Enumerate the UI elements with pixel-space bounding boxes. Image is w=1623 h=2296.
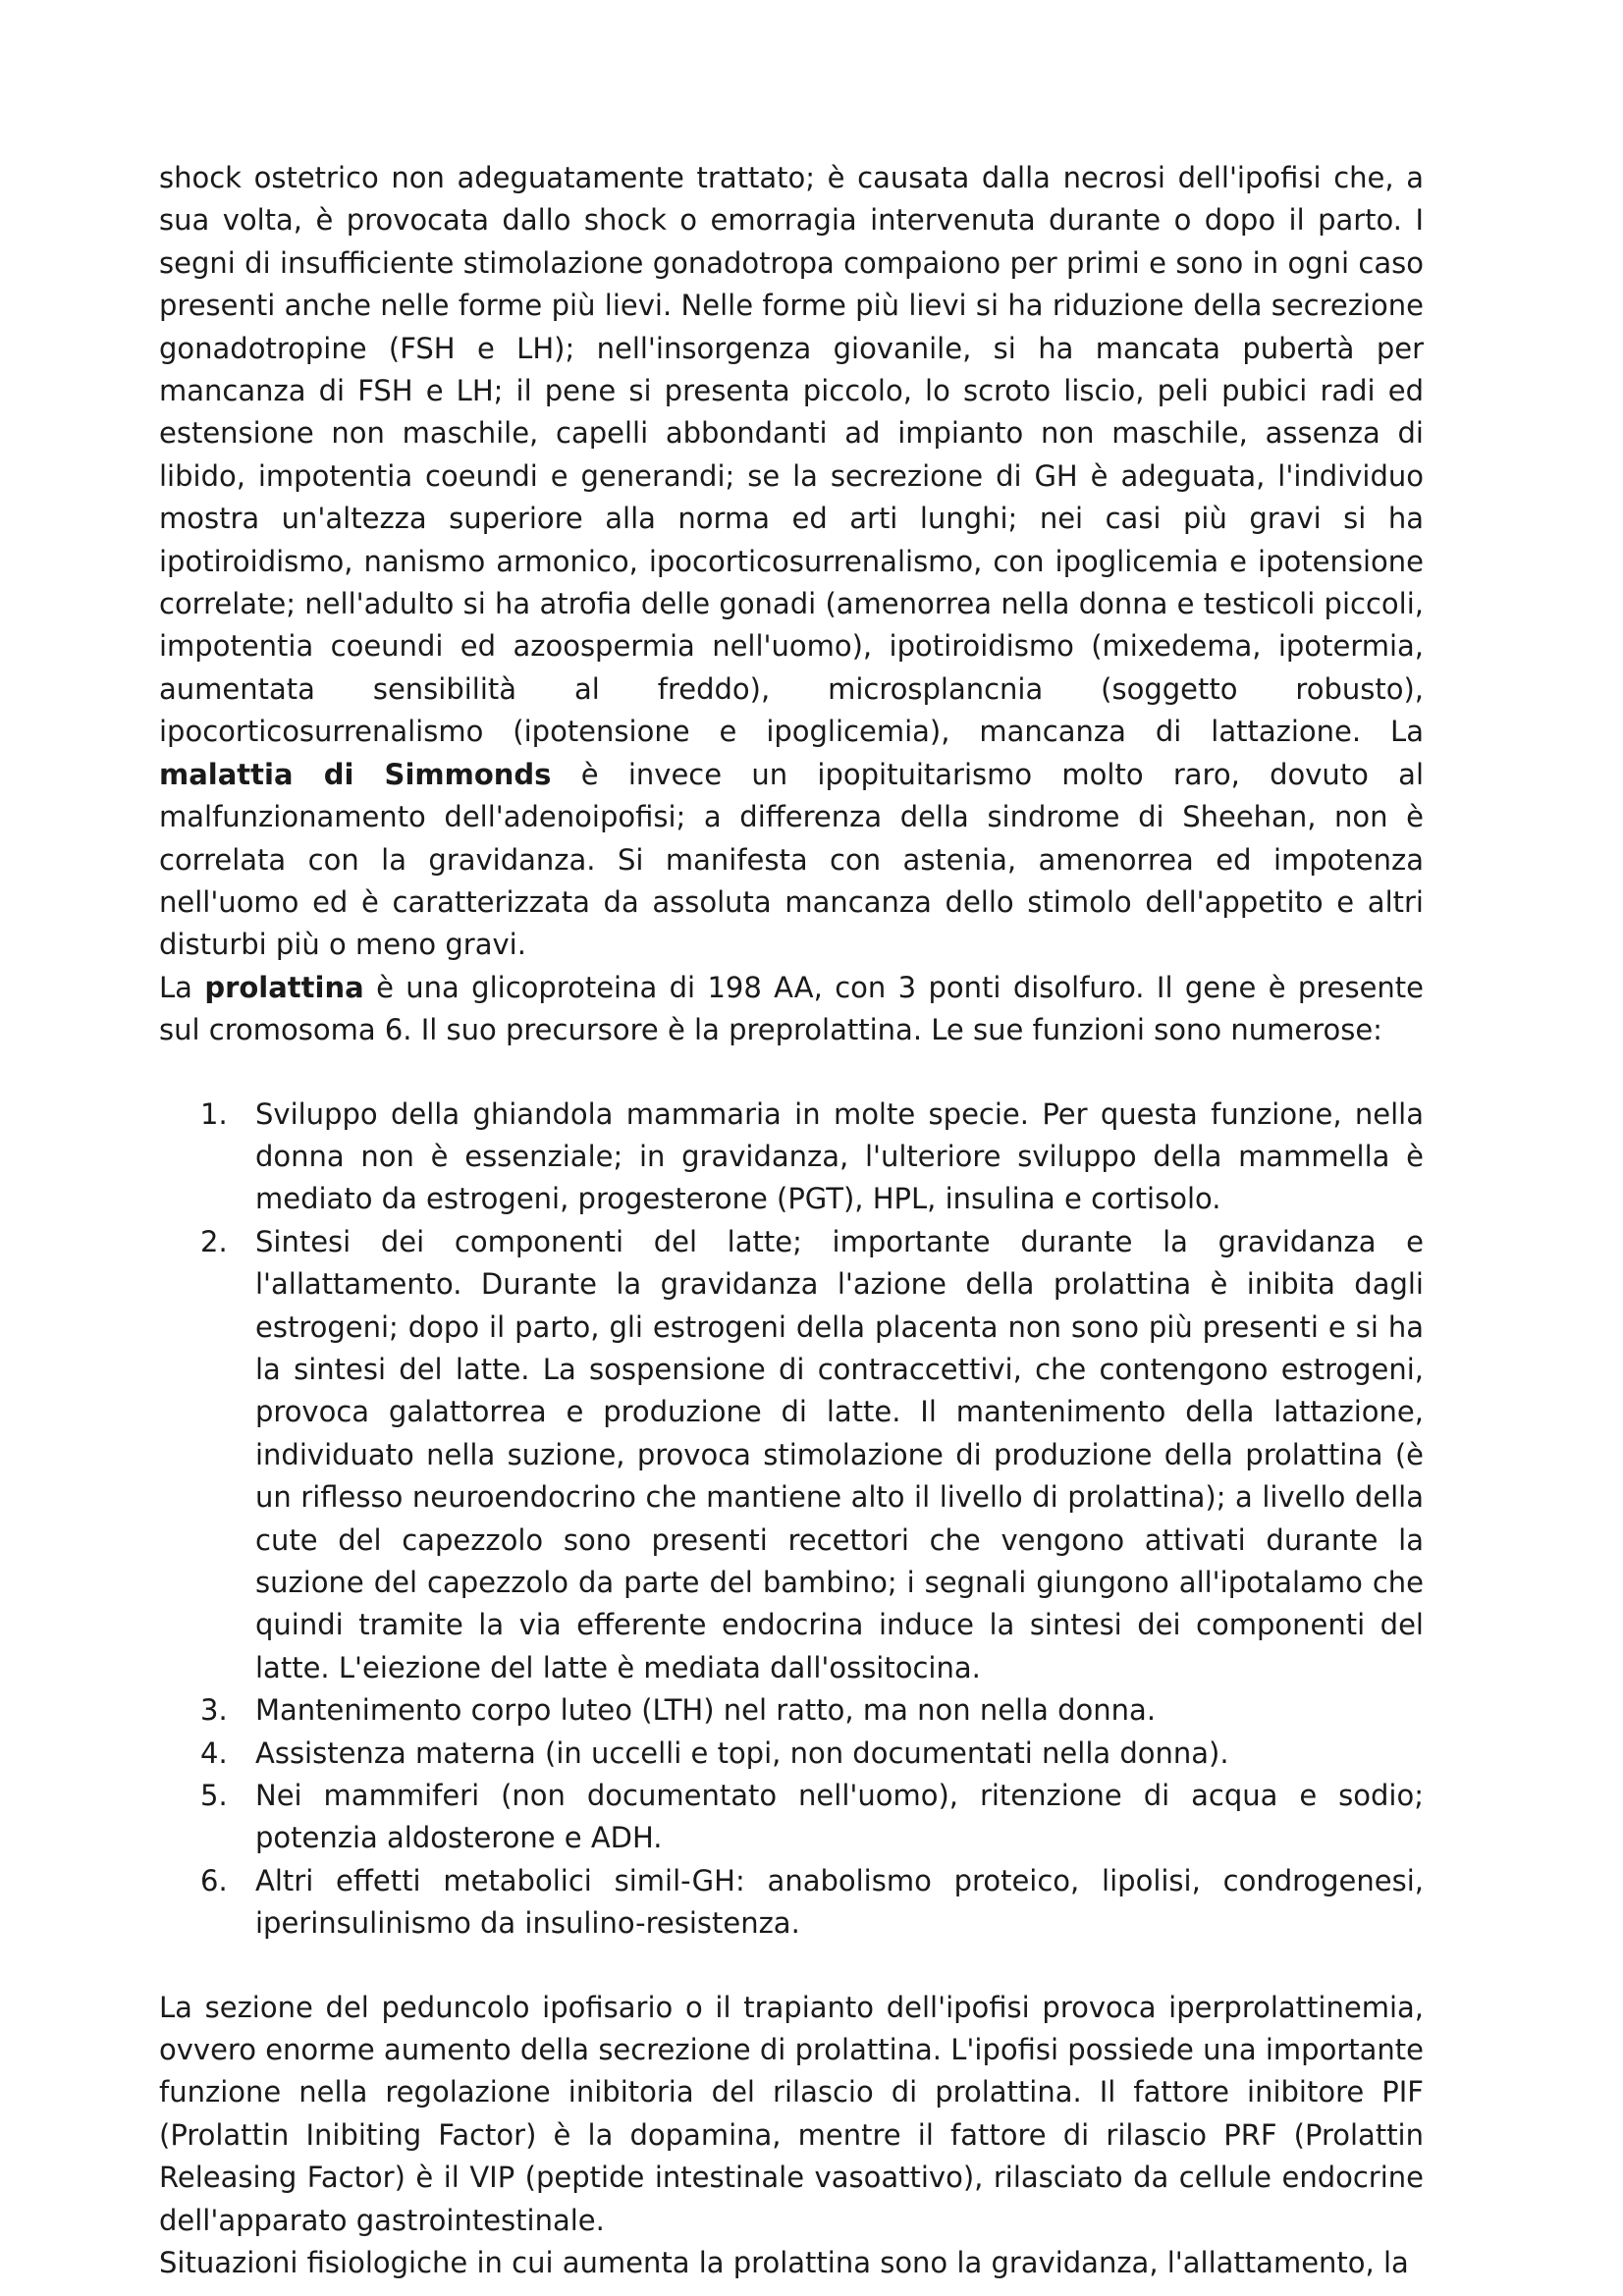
paragraph-simmonds-text: è invece un ipopituitarismo molto raro, dovuto al malfunzionamento dell'adenoipofisi; a differenza della sindrome di Sheehan, non è correlata con la gravidanza. Si manifesta con astenia, amenorrea ed impotenza nell'uomo ed è caratterizzata da assoluta mancanza dello stimolo dell'appetito e altri disturbi più o meno gravi. — [159, 757, 1424, 962]
list-item — [159, 1094, 1424, 1221]
prolattina-functions-list — [159, 1094, 1424, 1946]
paragraph-situazioni-fisiologiche: Situazioni fisiologiche in cui aumenta la prolattina sono la gravidanza, l'allattamento, la — [159, 2246, 1409, 2280]
list-item-number: 4. — [200, 1735, 228, 1770]
list-item-text: Sviluppo della ghiandola mammaria in molte specie. Per questa funzione, nella donna non è essenziale; in gravidanza, l'ulteriore sviluppo della mammella è mediato da estrogeni, progesterone (PGT), HPL, insulina e cortisolo. — [255, 1096, 1424, 1216]
list-item — [159, 1733, 1424, 1775]
list-item-number: 2. — [200, 1224, 228, 1258]
list-item-text: Mantenimento corpo luteo (LTH) nel ratto, ma non nella donna. — [255, 1693, 1157, 1728]
paragraph-prolattina-text: è una glicoproteina di 198 AA, con 3 ponti disolfuro. Il gene è presente sul cromosoma 6. Il suo precursore è la preprolattina. Le sue funzioni sono numerose: — [159, 970, 1425, 1047]
paragraph-sheehan-text: shock ostetrico non adeguatamente trattato; è causata dalla necrosi dell'ipofisi che, a sua volta, è provocata dallo shock o emorragia intervenuta durante o dopo il parto. I segni di insufficiente stimolazione gonadotropa compaiono per primi e sono in ogni caso presenti anche nelle forme più lievi. Nelle forme più lievi si ha riduzione della secrezione gonadotropine (FSH e LH); nell'insorgenza giovanile, si ha mancata pubertà per mancanza di FSH e LH; il pene si presenta piccolo, lo scroto liscio, peli pubici radi ed estensione non maschile, capelli abbondanti ad impianto non maschile, assenza di libido, impotentia coeundi e generandi; se la secrezione di GH è adeguata, l'individuo mostra un'altezza superiore alla norma ed arti lunghi; nei casi più gravi si ha ipotiroidismo, nanismo armonico, ipocorticosurrenalismo, con ipoglicemia e ipotensione correlate; nell'adulto si ha atrofia delle gonadi (amenorrea nella donna e testicoli piccoli, impotentia coeundi ed azoospermia nell'uomo), ipotiroidismo (mixedema, ipotermia, aumentata sensibilità al freddo), microsplancnia (soggetto robusto), ipocorticosurrenalismo (ipotensione e ipoglicemia), mancanza di lattazione. La — [159, 161, 1424, 749]
list-item-text: Assistenza materna (in uccelli e topi, non documentati nella donna). — [255, 1735, 1229, 1770]
paragraph-peduncolo: La sezione del peduncolo ipofisario o il trapianto dell'ipofisi provoca iperprolattinemia, ovvero enorme aumento della secrezione di prolattina. L'ipofisi possiede una importante funzione nella regolazione inibitoria del rilascio di prolattina. Il fattore inibitore PIF (Prolattin Inibiting Factor) è la dopamina, mentre il fattore di rilascio PRF (Prolattin Releasing Factor) è il VIP (peptide intestinale vasoattivo), rilasciato da cellule endocrine dell'apparato gastrointestinale. — [159, 1990, 1424, 2237]
term-malattia-di-simmonds: malattia di Simmonds — [159, 757, 552, 791]
paragraph-prolattina-lead: La — [159, 970, 192, 1004]
list-item — [159, 1775, 1424, 1860]
paragraph-sheehan — [159, 157, 1424, 967]
paragraph-prolattina — [159, 967, 1424, 1052]
list-item — [159, 1689, 1424, 1732]
list-item-number: 5. — [200, 1779, 228, 1813]
list-item-number: 1. — [200, 1096, 228, 1131]
term-prolattina: prolattina — [204, 970, 364, 1004]
list-item — [159, 1860, 1424, 1946]
document-page — [159, 157, 1424, 2285]
list-item-number: 3. — [200, 1693, 228, 1728]
spacer — [159, 1052, 1424, 1094]
list-item-text: Nei mammiferi (non documentato nell'uomo), ritenzione di acqua e sodio; potenzia aldosterone e ADH. — [255, 1779, 1424, 1855]
list-item — [159, 1221, 1424, 1689]
list-item-text: Altri effetti metabolici simil-GH: anabolismo proteico, lipolisi, condrogenesi, iperinsulinismo da insulino-resistenza. — [255, 1863, 1424, 1941]
list-item-text: Sintesi dei componenti del latte; importante durante la gravidanza e l'allattamento. Durante la gravidanza l'azione della prolattina è inibita dagli estrogeni; dopo il parto, gli estrogeni della placenta non sono più presenti e si ha la sintesi del latte. La sospensione di contraccettivi, che contengono estrogeni, provoca galattorrea e produzione di latte. Il mantenimento della lattazione, individuato nella suzione, provoca stimolazione di produzione della prolattina (è un riflesso neuroendocrino che mantiene alto il livello di prolattina); a livello della cute del capezzolo sono presenti recettori che vengono attivati durante la suzione del capezzolo da parte del bambino; i segnali giungono all'ipotalamo che quindi tramite la via efferente endocrina induce la sintesi dei componenti del latte. L'eiezione del latte è mediata dall'ossitocina. — [255, 1224, 1424, 1684]
list-item-number: 6. — [200, 1863, 228, 1897]
spacer — [159, 1946, 1424, 1987]
